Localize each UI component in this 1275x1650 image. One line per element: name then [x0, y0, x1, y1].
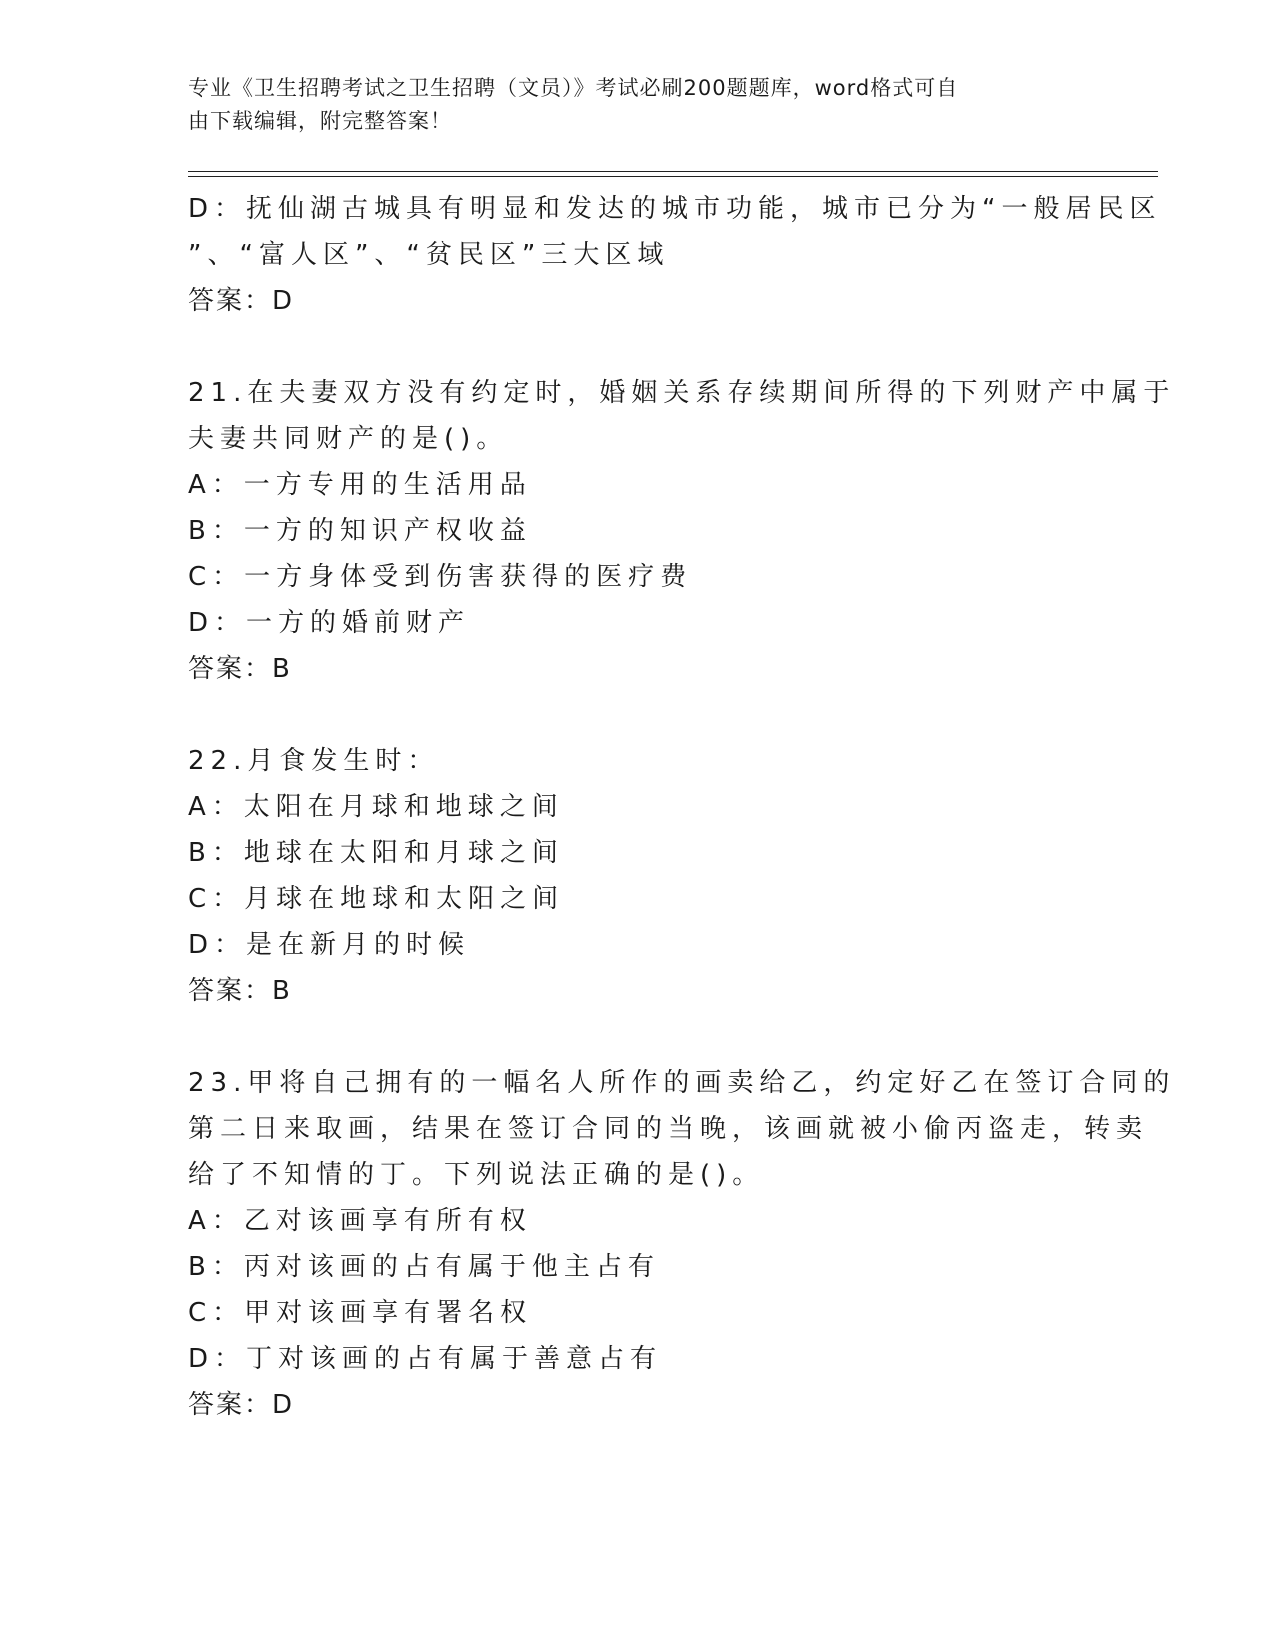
question-stem: 第二日来取画，结果在签订合同的当晚，该画就被小偷丙盗走，转卖	[188, 1114, 1149, 1144]
option-c: C：一方身体受到伤害获得的医疗费	[188, 562, 693, 592]
option-a: A：一方专用的生活用品	[188, 470, 532, 500]
answer-line: 答案：D	[188, 1390, 295, 1420]
question-stem: 22.月食发生时：	[188, 746, 440, 776]
question-list	[188, 186, 1176, 1428]
header-line-2: 由下载编辑，附完整答案！	[188, 109, 452, 133]
question-stem: 21.在夫妻双方没有约定时，婚姻关系存续期间所得的下列财产中属于	[188, 378, 1176, 408]
option-a: A：太阳在月球和地球之间	[188, 792, 564, 822]
option-a: A：乙对该画享有所有权	[188, 1206, 532, 1236]
option-b: B：一方的知识产权收益	[188, 516, 532, 546]
header-rule-top	[188, 171, 1158, 172]
question-block	[188, 186, 1162, 324]
question-line: D：抚仙湖古城具有明显和发达的城市功能，城市已分为“一般居民区	[188, 194, 1162, 224]
question-line: ”、“富人区”、“贫民区”三大区域	[188, 240, 670, 270]
header-rule-bottom	[188, 176, 1158, 177]
question-block	[188, 738, 1088, 1014]
option-c: C：月球在地球和太阳之间	[188, 884, 565, 914]
option-d: D：是在新月的时候	[188, 930, 471, 960]
answer-line: 答案：B	[188, 654, 292, 684]
document-header	[188, 72, 1068, 138]
option-d: D：一方的婚前财产	[188, 608, 471, 638]
question-block	[188, 1060, 1176, 1428]
question-stem: 给了不知情的丁。下列说法正确的是()。	[188, 1160, 765, 1190]
answer-line: 答案：D	[188, 286, 295, 316]
option-b: B：丙对该画的占有属于他主占有	[188, 1252, 660, 1282]
question-stem: 23.甲将自己拥有的一幅名人所作的画卖给乙，约定好乙在签订合同的	[188, 1068, 1176, 1098]
option-d: D：丁对该画的占有属于善意占有	[188, 1344, 663, 1374]
question-stem: 夫妻共同财产的是()。	[188, 424, 509, 454]
header-line-1: 专业《卫生招聘考试之卫生招聘（文员）》考试必刷200题题库，word格式可自	[188, 76, 959, 100]
question-block	[188, 370, 1176, 692]
option-c: C：甲对该画享有署名权	[188, 1298, 533, 1328]
answer-line: 答案：B	[188, 976, 292, 1006]
option-b: B：地球在太阳和月球之间	[188, 838, 564, 868]
